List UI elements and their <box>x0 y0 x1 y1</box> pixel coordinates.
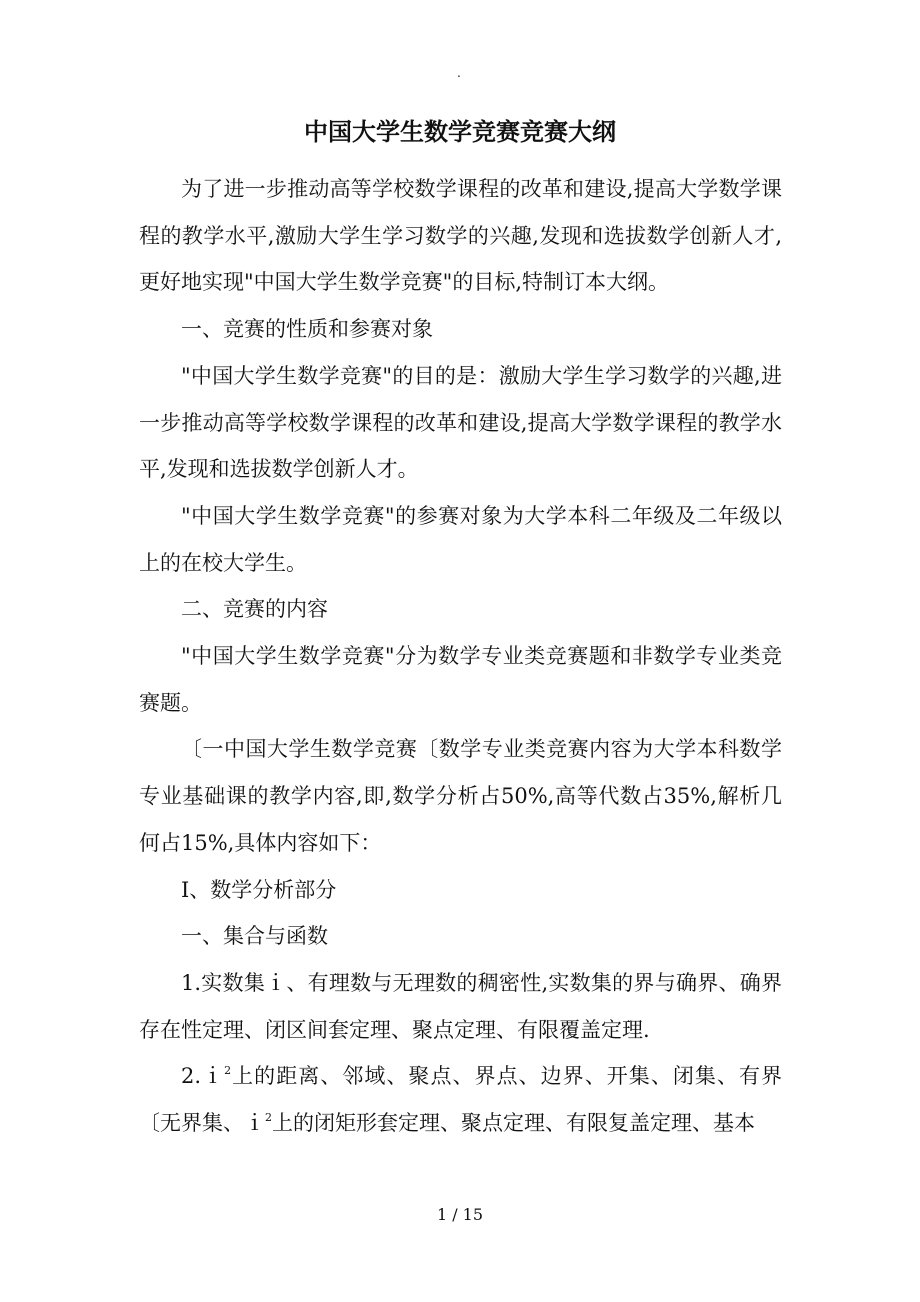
part-heading-analysis: Ⅰ、数学分析部分 <box>181 877 337 902</box>
list-item-2-tail: 上的闭矩形套定理、聚点定理、有限复盖定理、基本 <box>272 1111 755 1136</box>
superscript: 2 <box>224 1064 232 1078</box>
document-body <box>139 166 782 1147</box>
paragraph-intro: 为了进一步推动高等学校数学课程的改革和建设,提高大学数学课程的教学水平,激励大学生学习数学的兴趣,发现和选拔数学创新人才,更好地实现"中国大学生数学竞赛"的目标,特制订本大纲。 <box>139 177 782 295</box>
paragraph-math-major-content: 〔一中国大学生数学竞赛〔数学专业类竞赛内容为大学本科数学专业基础课的教学内容,即,数学分析占50%,高等代数占35%,解析几何占15%,具体内容如下： <box>139 737 782 855</box>
paragraph-categories: "中国大学生数学竞赛"分为数学专业类竞赛题和非数学专业类竞赛题。 <box>139 644 782 715</box>
list-item-2-lead: 2.ｉ <box>181 1064 225 1089</box>
paragraph-purpose: "中国大学生数学竞赛"的目的是：激励大学生学习数学的兴趣,进一步推动高等学校数学课程的改革和建设,提高大学数学课程的教学水平,发现和选拔数学创新人才。 <box>139 363 782 482</box>
page-indicator: 1 / 15 <box>436 1205 484 1224</box>
list-item-2-mid: 上的距离、邻域、聚点、界点、边界、开集、闭集、有界〔无界集、ｉ <box>139 1064 782 1136</box>
list-item-2 <box>139 1053 782 1146</box>
list-item-1: 1.实数集ｉ、有理数与无理数的稠密性,实数集的界与确界、确界存在性定理、闭区间套定理、聚点定理、有限覆盖定理. <box>139 970 782 1042</box>
chapter-heading-sets-functions: 一、集合与函数 <box>181 924 328 949</box>
section-heading-1: 一、竞赛的性质和参赛对象 <box>181 317 433 342</box>
paragraph-participants: "中国大学生数学竞赛"的参赛对象为大学本科二年级及二年级以上的在校大学生。 <box>139 503 782 575</box>
header-mark: . <box>457 66 461 80</box>
document-title: 中国大学生数学竞赛竞赛大纲 <box>304 117 616 146</box>
section-heading-2: 二、竞赛的内容 <box>181 597 328 622</box>
superscript: 2 <box>265 1111 272 1125</box>
